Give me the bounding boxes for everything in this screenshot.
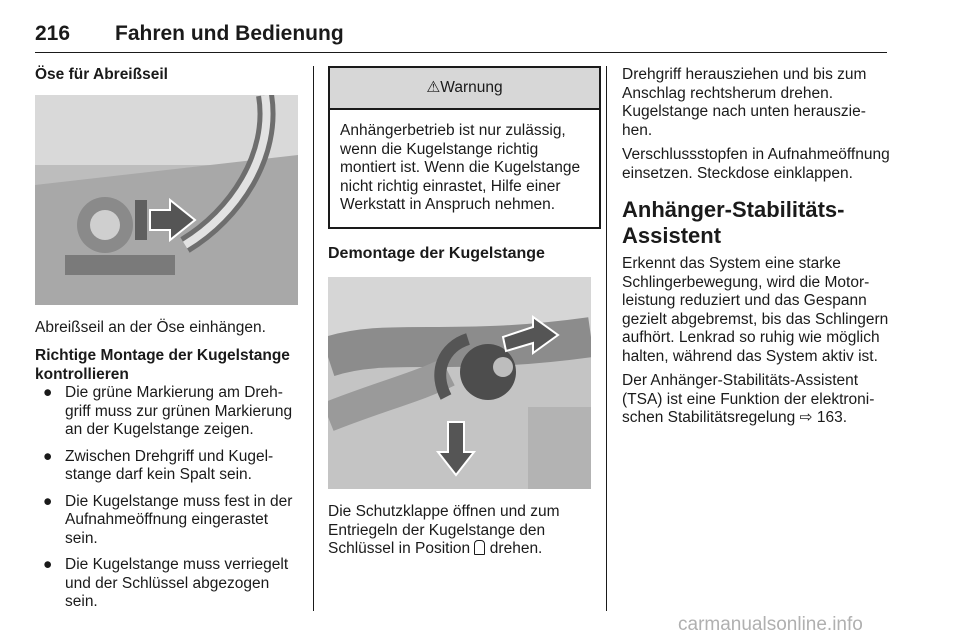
section-title-removal: Demontage der Kugelstange xyxy=(328,244,545,262)
page-reference-icon: ⇨ xyxy=(799,409,813,426)
list-item: ● Die grüne Markierung am Drehgriff muss zur grünen Markierung an der Kugelstange zeigen. xyxy=(43,384,293,438)
chapter-title: Fahren und Bedienung xyxy=(115,22,344,45)
bullet-icon: ● xyxy=(43,384,53,401)
warning-header xyxy=(330,68,599,110)
warning-title: Warnung xyxy=(440,78,503,96)
list-item: ● Die Kugelstange muss fest in der Aufnahmeöffnung eingerastet sein. xyxy=(43,492,293,547)
page-header xyxy=(35,22,887,52)
subhead-check-mounting: Richtige Montage der Kugelstange kontrollieren xyxy=(35,347,290,383)
caption-eyelet: Abreißseil an der Öse einhängen. xyxy=(35,318,266,336)
paragraph-plug: Verschlussstopfen in Aufnahmeöffnung einsetzen. Steckdose einklappen. xyxy=(622,146,890,182)
figure-ball-bar-removal-drawing xyxy=(328,277,591,489)
page-reference[interactable]: 163. xyxy=(816,409,847,426)
bullet-icon: ● xyxy=(43,556,53,573)
check-list xyxy=(35,384,300,612)
watermark: carmanualsonline.info xyxy=(678,614,863,635)
column-2 xyxy=(328,66,593,559)
paragraph-pull-out: Drehgriff herausziehen und bis zum Anschlag rechtsherum drehen. Kugelstange nach unten herausziehen. xyxy=(622,66,867,139)
heading-tsa: Anhänger-Stabilitäts-Assistent xyxy=(622,197,845,248)
figure-ball-bar-removal xyxy=(328,277,591,489)
column-divider-2 xyxy=(606,66,607,611)
list-item: ● Zwischen Drehgriff und Kugelstange darf kein Spalt sein. xyxy=(43,447,274,483)
paragraph-tsa-detect: Erkennt das System eine starke Schlingerbewegung, wird die Motorleistung reduziert und das Gespann gezielt abgebremst, bis das Schlingern aufhört. Lenkrad so ruhig wie möglich halten, während das System aktiv ist. xyxy=(622,255,889,365)
paragraph-tsa-function: Der Anhänger-Stabilitäts-Assistent (TSA) ist eine Funktion der elektronischen Stabilitätsregelung ⇨ 163. xyxy=(622,372,875,426)
column-3 xyxy=(622,66,890,428)
column-1 xyxy=(35,66,300,620)
key-lock-icon xyxy=(474,540,485,555)
header-divider xyxy=(35,52,887,53)
warning-box xyxy=(328,66,601,229)
warning-triangle-icon: ⚠ xyxy=(426,78,441,96)
bullet-icon: ● xyxy=(43,492,53,510)
warning-text: Anhängerbetrieb ist nur zulässig, wenn die Kugelstange richtig montiert ist. Wenn die Kugelstange nicht richtig einrastet, Hilfe einer Werkstatt in Anspruch nehmen. xyxy=(340,122,581,213)
figure-breakaway-eyelet-drawing xyxy=(35,95,298,305)
figure-breakaway-eyelet xyxy=(35,95,298,305)
bullet-icon: ● xyxy=(43,447,53,465)
list-item: ● Die Kugelstange muss verriegelt und der Schlüssel abgezogen sein. xyxy=(43,556,289,610)
section-title-eyelet: Öse für Abreißseil xyxy=(35,66,168,83)
page-number: 216 xyxy=(35,22,71,45)
column-divider-1 xyxy=(313,66,314,611)
caption-removal: Die Schutzklappe öffnen und zum Entriegeln der Kugelstange den Schlüssel in Position drehen. xyxy=(328,503,560,557)
